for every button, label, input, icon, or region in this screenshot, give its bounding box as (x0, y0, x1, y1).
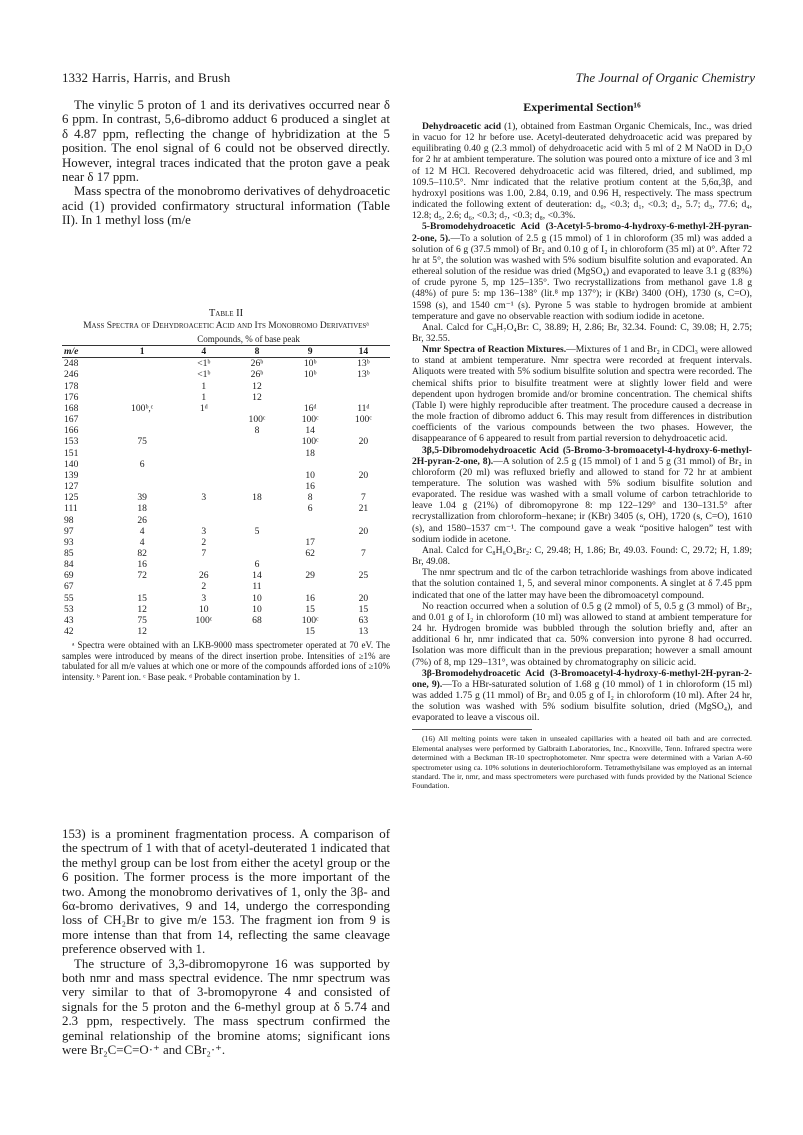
table-cell (177, 481, 230, 492)
paragraph-text: —Mixtures of 1 and Br₂ in CDCl₃ were allowed to stand at ambient temperature. Nmr spectra were recorded at frequent intervals. Aliquots were treated with 5% sodium bisulfite solution and spectra were recorded. The chemical shifts prior to bisulfite treatment were at slightly lower field and were dependent upon hydrogen bromide and/or bromine concentration. The chemical shifts (Table I) were highly reproducible after treatment. The procedure caused a decrease in the mole fraction of dibromo adduct 6. This may result from differences in distribution coefficients of the various compounds between the two phases. However, the disappearance of 6 appeared to result from partial reversion to dehydroacetic acid. (412, 344, 752, 445)
table-cell: 75 (137, 614, 147, 626)
table-cell: 10ᵇ (303, 358, 317, 370)
running-header (62, 70, 755, 88)
table-cell: 72 (137, 570, 147, 582)
left-column-bottom (62, 827, 390, 1058)
table-cell: 13ᵇ (357, 369, 370, 381)
table-cell: 3 (201, 592, 207, 604)
experimental-paragraph (412, 322, 752, 344)
table-cell: 75 (137, 436, 147, 448)
table-cell-mz: 55 (64, 592, 74, 604)
table-cell: 25 (358, 570, 369, 582)
table-cell: 16 (305, 481, 315, 493)
table-cell: 18 (137, 503, 147, 515)
table-cell: 21 (358, 503, 369, 515)
table-row (62, 503, 390, 514)
experimental-paragraph (412, 668, 752, 724)
table-column-header: 1 (107, 346, 177, 358)
table-row (62, 481, 390, 492)
table-cell: 100ᶜ (301, 436, 319, 448)
table-cell: 12 (252, 380, 262, 392)
paragraph-text: —A solution of 2.5 g (15 mmol) of 1 and 5 g (31 mmol) of Br₂ in chloroform (20 ml) was refluxed briefly and allowed to stand for 72 hr at ambient temperature. The solution was washed with 5% sodium bisulfite solution and evaporated. The residue was washed with a small volume of carbon tetrachloride to leave 1.04 g (21%) of dibromopyrone 8: mp 122–129° and 130–131.5° after recrystallization from chloroform–hexane; ir (KBr) 3405 (s, OH), 1720 (s, C=O), 1610 (s), and 1580–1537 cm⁻¹. The compound gave a weak “positive halogen” test with sodium iodide in acetone. (412, 455, 752, 545)
paragraph-lead: Dehydroacetic acid (422, 121, 502, 132)
table-row (62, 448, 390, 459)
table-title: Table II (208, 308, 244, 319)
table-group-header: Compounds, % of base peak (107, 334, 390, 346)
table-cell-mz: 85 (64, 547, 74, 559)
table-cell (337, 381, 390, 392)
table-cell (284, 459, 337, 470)
table-column-header: 8 (230, 346, 283, 358)
table-cell (107, 581, 177, 592)
table-cell: 100ᵇ,ᶜ (131, 402, 154, 414)
table-cell: 26 (137, 514, 147, 526)
table-cell: 11 (252, 581, 262, 593)
table-footnote: ᵃ Spectra were obtained with an LKB-9000 mass spectrometer operated at 70 eV. The samples were introduced by means of the direct insertion probe. Intensities of ≥1% are tabulated for all m/e values at which one or more of the compounds afforded ions of ≥10% intensity. ᵇ Parent ion. ᶜ Base peak. ᵈ Probable contamination by 1. (62, 640, 390, 682)
experimental-paragraph (412, 221, 752, 321)
paragraph-lead: 3β-Bromodehydroacetic Acid (3-Bromoacetyl-4-hydroxy-6-methyl-2H-pyran-2-one, 9). (412, 667, 752, 690)
table-cell-mz: 139 (64, 469, 79, 481)
table-cell-mz: 246 (64, 369, 79, 381)
table-cell: 100ᶜ (354, 414, 372, 426)
table-cell: 8 (254, 425, 260, 437)
table-cell: 100ᶜ (195, 614, 213, 626)
paragraph-text: —To a solution of 2.5 g (15 mmol) of 1 in chloroform (35 ml) was added a solution of 6 g (37.5 mmol) of Br₂ and 0.10 g of I₂ in chloroform (35 ml) at 0°. After 72 hr at 5°, the solution was washed with 5% sodium bisulfite solution and evaporated. An ethereal solution of the residue was dried (MgSO₄) and evaporated to leave 3.1 g (83%) of crude pyrone 5, mp 125–135°. Two recrystallizations from methanol gave 1.8 g (48%) of pure 5: mp 136–138° (lit.⁸ mp 137°); ir (KBr) 3400 (OH), 1730 (s, C=O), 1598 (s), and 1540 cm⁻¹ (s). Pyrone 5 was stable to hydrogen bromide at ambient temperature and gave no observable reaction with sodium iodide in acetone. (412, 232, 753, 322)
table-cell: 10 (198, 603, 209, 615)
body-paragraph: 153) is a prominent fragmentation process. A comparison of the spectrum of 1 with that of acetyl-deuterated 1 indicated that the methyl group can be lost from either the acetyl group or the 6 position. The former process is the more important of the two. Among the monobromo derivatives of 1, only the 3β- and 6α-bromo derivatives, 9 and 14, undergo the corresponding loss of CH₂Br to give m/e 153. The fragment ion from 9 is more intense than that from 14, reflecting the same cleavage preference observed with 1. (62, 827, 390, 957)
page-number: 1332 (62, 70, 88, 85)
table-cell: <1ᵇ (197, 369, 211, 381)
experimental-paragraph (412, 601, 752, 668)
paragraph-text: Anal. Calcd for C₈H₇O₄Br: C, 38.89; H, 2.86; Br, 32.34. Found: C, 39.08; H, 2.75; Br, 32.55. (412, 321, 752, 344)
table-column-header: m/e (62, 346, 107, 358)
table-cell: 20 (358, 436, 369, 448)
table-cell-mz: 140 (64, 458, 79, 470)
table-cell: 7 (360, 492, 366, 504)
table-cell: 4 (139, 525, 145, 537)
experimental-paragraph (412, 545, 752, 567)
table-cell: 26ᵇ (250, 358, 264, 370)
table-cell: 3 (201, 492, 207, 504)
table-cell-mz: 53 (64, 603, 74, 615)
table-cell-mz: 167 (64, 414, 79, 426)
table-cell (177, 470, 230, 481)
table-cell-mz: 176 (64, 391, 79, 403)
table-cell-mz: 43 (64, 614, 74, 626)
table-cell: 13 (358, 626, 369, 638)
table-cell: 10 (305, 469, 315, 481)
table-cell: 16 (305, 592, 315, 604)
table-cell (177, 425, 230, 436)
table-cell (230, 548, 283, 559)
table-cell: 2 (201, 536, 207, 548)
table-cell: 6 (139, 458, 145, 470)
table-cell (337, 515, 390, 526)
table-cell (284, 392, 337, 403)
left-column-top (62, 98, 390, 228)
table-cell (337, 459, 390, 470)
table-cell: 18 (252, 492, 262, 504)
table-cell (177, 436, 230, 447)
table-cell: 12 (137, 603, 147, 615)
table-row (62, 414, 390, 425)
table-cell: 20 (358, 525, 369, 537)
table-cell-mz: 151 (64, 447, 79, 459)
table-cell-mz: 111 (64, 503, 78, 515)
table-cell (284, 581, 337, 592)
experimental-paragraph (412, 121, 752, 221)
table-cell: 26 (198, 570, 209, 582)
table-cell (107, 392, 177, 403)
table-cell-mz: 98 (64, 514, 74, 526)
table-cell (337, 581, 390, 592)
table-cell: 5 (254, 525, 260, 537)
mass-spectra-table (62, 334, 390, 637)
table-column-header: 9 (284, 346, 337, 358)
footnote-rule (412, 729, 532, 730)
table-cell-mz: 168 (64, 402, 79, 414)
table-cell (230, 436, 283, 447)
table-cell: 14 (305, 425, 315, 437)
table-row (62, 515, 390, 526)
paragraph-text: (1), obtained from Eastman Organic Chemicals, Inc., was dried in vacuo for 12 hr before use. Acetyl-deuterated dehydroacetic acid was prepared by equilibrating 0.40 g (2.3 mmol) of dehydroacetic acid with 5 ml of 2 M NaOD in D₂O for 2 hr at ambient temperature. The solution was poured onto a mixture of ice and 3 ml of 12 M HCl. Recovered dehydroacetic acid was filtered, dried, and sublimed, mp 109.5–110.5°. Nmr indicated that the relative protium content at the 5,6α,3β, and hydroxyl positions was 1.00, 2.84, 0.19, and 0.96 H, respectively. The mass spectrum indicated the following extent of deuteration: d₀, <0.3; d₁, <0.3; d₂, 5.7; d₃, 77.6; d₄, 12.8; d₅, 2.6; d₆, <0.3; d₇, <0.3; d₈, <0.3%. (412, 121, 752, 222)
table-cell-mz: 67 (64, 581, 74, 593)
header-authors: Harris, Harris, and Brush (92, 70, 231, 85)
table-column-header: 14 (337, 346, 390, 358)
table-cell (230, 626, 283, 637)
table-cell (107, 414, 177, 425)
experimental-paragraph (412, 445, 752, 545)
table-row (62, 615, 390, 626)
table-cell (177, 503, 230, 514)
table-row (62, 604, 390, 615)
table-cell-mz: 125 (64, 492, 79, 504)
right-column (412, 100, 752, 791)
table-cell: 10ᵇ (303, 369, 317, 381)
table-cell (177, 559, 230, 570)
table-cell-mz: 248 (64, 358, 79, 370)
table-cell: 20 (358, 469, 369, 481)
table-cell: 26ᵇ (250, 369, 264, 381)
footnote-16: (16) All melting points were taken in unsealed capillaries with a heated oil bath and are corrected. Elemental analyses were performed by Galbraith Laboratories, Inc., Knoxville, Tenn. Infrared spectra were determined with a Beckman IR-10 spectrophotometer. Nmr spectra were determined with a Varian A-60 spectrometer using ca. 10% solutions in deuteriochloroform. Tetramethylsilane was employed as an internal standard. The ir, nmr, and mass spectrometers were purchased with funds provided by the National Science Foundation. (412, 734, 752, 791)
table-cell: 100ᶜ (248, 414, 266, 426)
table-cell (337, 537, 390, 548)
table-row (62, 559, 390, 570)
body-paragraph: The structure of 3,3-dibromopyrone 16 was supported by both nmr and mass spectral evidence. The nmr spectrum was very similar to that of 3-bromopyrone 4 and consisted of signals for the 5 proton and the 6-methyl group at δ 5.74 and 2.3 ppm, respectively. The mass spectrum confirmed the geminal relationship of the bromine atoms; significant ions were Br₂C=C=O·⁺ and CBr₂·⁺. (62, 956, 390, 1058)
table-cell: 13ᵇ (357, 358, 370, 370)
table-cell: 1 (201, 391, 207, 403)
table-cell: 68 (252, 614, 262, 626)
table-cell (230, 459, 283, 470)
table-row (62, 425, 390, 436)
table-row (62, 392, 390, 403)
table-cell: 82 (137, 547, 147, 559)
table-cell (337, 481, 390, 492)
table-row (62, 526, 390, 537)
table-cell: 100ᶜ (301, 614, 319, 626)
table-cell: 1 (201, 380, 207, 392)
table-row (62, 537, 390, 548)
table-cell: 18 (305, 447, 315, 459)
table-row (62, 459, 390, 470)
table-cell: 10 (252, 592, 262, 604)
paragraph-text: The nmr spectrum and tlc of the carbon tetrachloride washings from above indicated that the solution contained 1, 5, and several minor components. A singlet at δ 7.45 ppm indicated that one of the latter may have been the dibromoacetyl compound. (412, 567, 752, 601)
table-cell (107, 448, 177, 459)
table-cell (107, 381, 177, 392)
table-cell: 39 (137, 492, 147, 504)
table-cell: 12 (252, 391, 262, 403)
table-cell (107, 358, 177, 370)
table-cell: 15 (305, 626, 315, 638)
table-cell-mz: 84 (64, 559, 74, 571)
table-cell: 3 (201, 525, 207, 537)
table-cell (177, 459, 230, 470)
table-cell (177, 448, 230, 459)
table-cell: 17 (305, 536, 315, 548)
table-cell-mz: 178 (64, 380, 79, 392)
table-cell (230, 515, 283, 526)
table-cell (337, 448, 390, 459)
table-cell (230, 403, 283, 414)
table-cell (284, 515, 337, 526)
table-cell: 15 (305, 603, 315, 615)
table-cell: 20 (358, 592, 369, 604)
table-cell (337, 559, 390, 570)
table-cell: 16 (137, 559, 147, 571)
table-cell (230, 537, 283, 548)
table-row (62, 381, 390, 392)
paragraph-lead: 3β,5-Dibromodehydroacetic Acid (5-Bromo-3-bromoacetyl-4-hydroxy-6-methyl-2H-pyran-2-one, 8). (412, 444, 752, 467)
table-cell (230, 503, 283, 514)
paragraph-text: No reaction occurred when a solution of 0.5 g (2 mmol) of 5, 0.5 g (3 mmol) of Br₂, and 0.01 g of I₂ in chloroform (10 ml) was allowed to stand at ambient temperature for 24 hr. Hydrogen bromide was bubbled through the solution briefly and, after an additional 6 hr, nmr indicated that ca. 50% conversion into pyrone 8 had occurred. Isolation was more difficult than in the previous preparation; however a small amount (7%) of 8, mp 129–131°, was obtained by chromatography on silicic acid. (412, 600, 752, 668)
section-heading: Experimental Section¹⁶ (523, 100, 641, 114)
table-row (62, 470, 390, 481)
table-row (62, 548, 390, 559)
table-cell (284, 381, 337, 392)
table-cell: 100ᶜ (301, 414, 319, 426)
paragraph-lead: 5-Bromodehydroacetic Acid (3-Acetyl-5-bromo-4-hydroxy-6-methyl-2H-pyran-2-one, 5). (412, 221, 752, 244)
table-row (62, 492, 390, 503)
paragraph-text: —To a HBr-saturated solution of 1.68 g (10 mmol) of 1 in chloroform (15 ml) was added 1.75 g (11 mmol) of Br₂ and 0.05 g of I₂ in chloroform (10 ml). After 24 hr, the solution was washed with 5% sodium bisulfite solution, dried (MgSO₄), and evaporated to leave a viscous oil. (412, 678, 752, 724)
table-cell: 7 (360, 547, 366, 559)
table-cell (107, 481, 177, 492)
table-cell: 2 (201, 581, 207, 593)
table-row (62, 570, 390, 581)
table-column-header: 4 (177, 346, 230, 358)
table-cell-mz: 127 (64, 481, 79, 493)
table-cell-mz: 153 (64, 436, 79, 448)
body-paragraph: Mass spectra of the monobromo derivatives of dehydroacetic acid (1) provided confirmatory structural information (Table II). In 1 methyl loss (m/e (62, 184, 390, 228)
table-cell (337, 392, 390, 403)
table-cell (107, 425, 177, 436)
table-cell (177, 414, 230, 425)
header-journal: The Journal of Organic Chemistry (575, 70, 755, 85)
paragraph-text: Anal. Calcd for C₈H₆O₄Br₂: C, 29.48; H, 1.86; Br, 49.03. Found: C, 29.72; H, 1.89; Br, 49.08. (412, 544, 752, 568)
table-cell (284, 526, 337, 537)
table-cell-mz: 69 (64, 570, 74, 582)
table-cell: 11ᵈ (357, 402, 370, 414)
table-cell: 62 (305, 547, 315, 559)
table-row (62, 369, 390, 380)
table-cell-mz: 97 (64, 525, 74, 537)
table-caption: Mass Spectra of Dehydroacetic Acid and Its Monobromo Derivativesᵃ (83, 321, 369, 331)
table-cell-mz: 93 (64, 536, 74, 548)
body-paragraph: The vinylic 5 proton of 1 and its derivatives occurred near δ 6 ppm. In contrast, 5,6-dibromo adduct 6 produced a singlet at δ 4.87 ppm, reflecting the change of hybridization at the 5 position. The enol signal of 6 could not be observed directly. However, integral traces indicated that the proton gave a peak near δ 17 ppm. (62, 98, 390, 185)
table-cell: 4 (139, 536, 145, 548)
table-cell: 1ᵈ (199, 402, 208, 414)
table-cell: <1ᵇ (197, 358, 211, 370)
table-cell (107, 369, 177, 380)
paragraph-lead: Nmr Spectra of Reaction Mixtures. (422, 344, 567, 356)
table-cell (230, 470, 283, 481)
table-cell (337, 425, 390, 436)
table-cell-mz: 42 (64, 626, 74, 638)
table-row (62, 626, 390, 637)
table-cell: 15 (137, 592, 147, 604)
table-cell: 8 (307, 492, 313, 504)
table-cell (230, 448, 283, 459)
table-cell: 12 (137, 626, 147, 638)
table-row (62, 403, 390, 414)
table-cell: 7 (201, 547, 207, 559)
table-cell-mz: 166 (64, 425, 79, 437)
table-cell (177, 626, 230, 637)
table-cell: 15 (358, 603, 369, 615)
table-row (62, 593, 390, 604)
table-cell: 6 (254, 559, 260, 571)
table-cell: 63 (358, 614, 369, 626)
table-ii (62, 307, 390, 682)
table-row (62, 581, 390, 592)
table-cell: 10 (252, 603, 262, 615)
table-cell: 29 (305, 570, 315, 582)
table-cell: 6 (307, 503, 313, 515)
table-cell (230, 481, 283, 492)
table-cell (284, 559, 337, 570)
table-cell: 16ᵈ (303, 402, 317, 414)
table-cell (107, 470, 177, 481)
experimental-paragraph (412, 344, 752, 444)
table-row (62, 358, 390, 370)
table-cell: 14 (252, 570, 262, 582)
table-cell (177, 515, 230, 526)
experimental-paragraph (412, 567, 752, 600)
table-row (62, 436, 390, 447)
